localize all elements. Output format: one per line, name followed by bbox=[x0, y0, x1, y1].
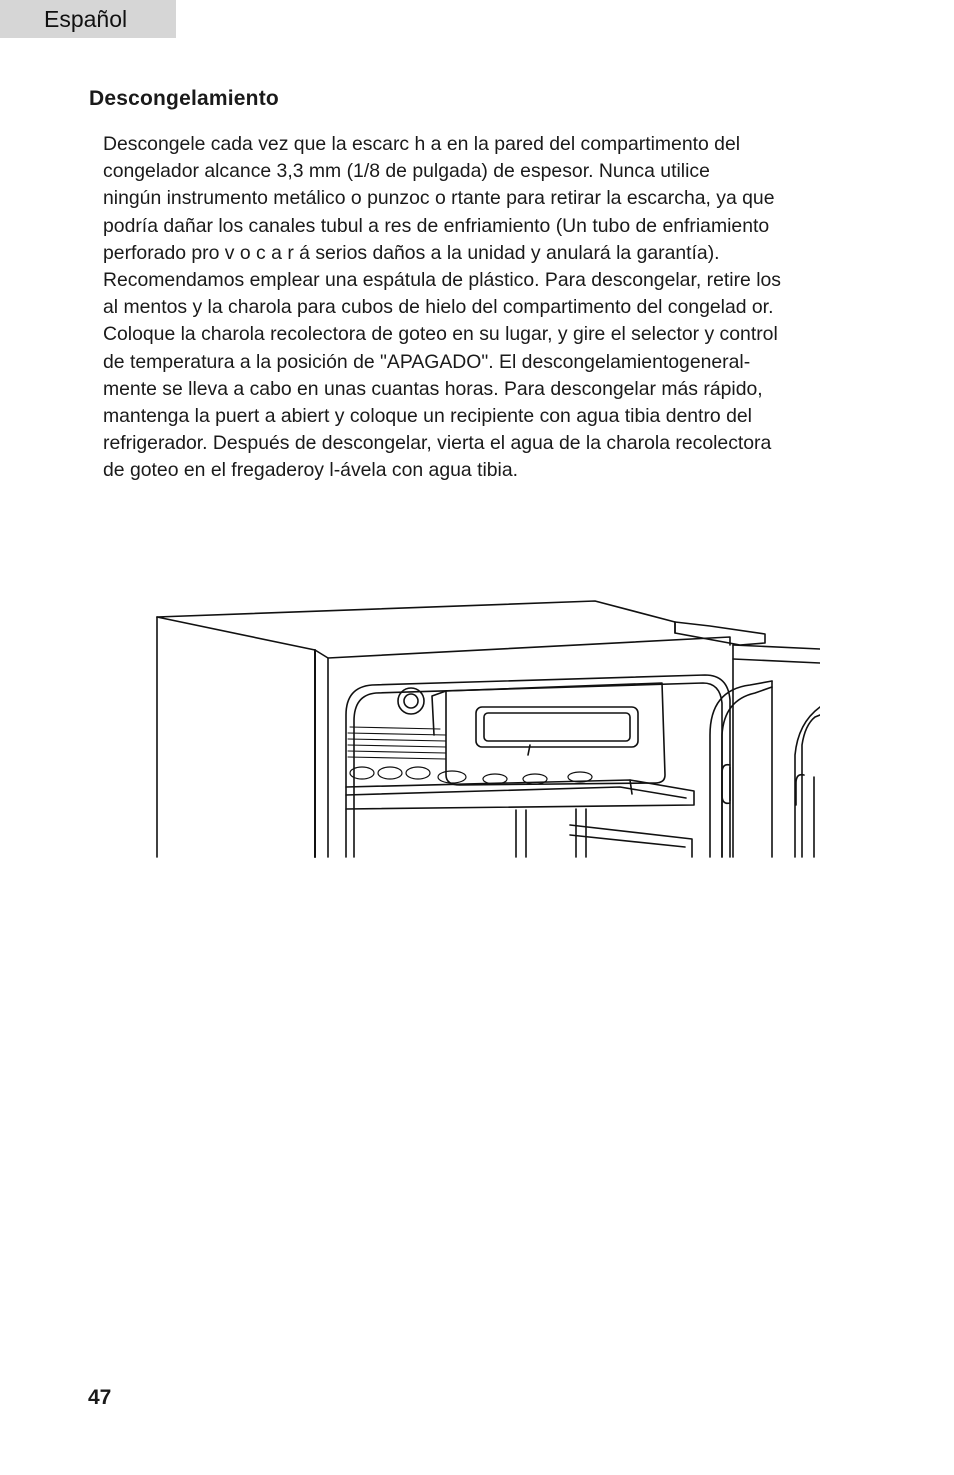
language-tab: Español bbox=[0, 0, 176, 38]
refrigerator-illustration bbox=[150, 595, 820, 860]
defrost-instructions: Descongele cada vez que la escarc h a en la pared del compartimento del congelador alcance 3,3 mm (1/8 de pulgada) de espesor. Nunca utilice ningún instrumento metálico o punzoc o rtante para retirar la escarcha, ya que podría dañar los canales tubul a res de enfriamiento (Un tubo de enfriamiento perforado pro v o c a r á serios daños a la unidad y anulará la garantía). Recomendamos emplear una espátula de plástico. Para descongelar, retire los al mentos y la charola para cubos de hielo del compartimento del congelad or. Coloque la charola recolectora de goteo en su lugar, y gire el selector y control de temperatura a la posición de "APAGADO". El descongelamientogeneral- mente se lleva a cabo en unas cuantas horas. Para descongelar más rápido, mantenga la puert a abiert y coloque un recipiente con agua tibia dentro del refrigerador. Después de descongelar, vierta el agua de la charola recolectora de goteo en el fregaderoy l-ávela con agua tibia. bbox=[103, 133, 781, 482]
refrigerator-freezer-icon bbox=[150, 595, 820, 860]
section-heading: Descongelamiento bbox=[89, 87, 279, 110]
page-number: 47 bbox=[88, 1386, 112, 1409]
